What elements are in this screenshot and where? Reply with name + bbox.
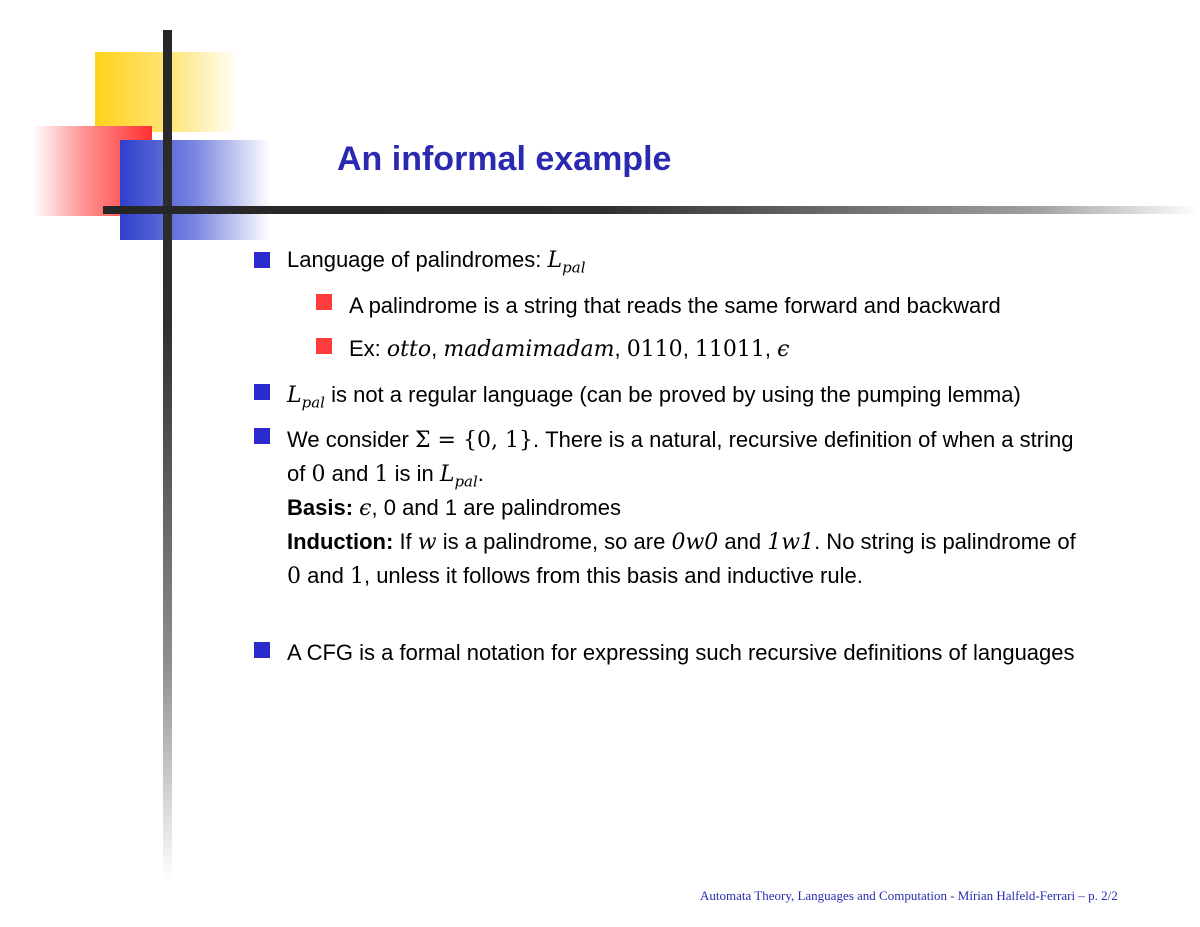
sub-bullet-square-icon [316,294,332,310]
bullet-recursive-line1: We consider Σ = {0, 1}. There is a natural, recursive definition of when a string [287,427,1074,453]
slide-title: An informal example [337,140,672,178]
bullet-square-icon [254,428,270,444]
sub-bullet-examples: Ex: otto, madamimadam, 0110, 11011, ϵ [349,336,790,362]
bullet-square-icon [254,252,270,268]
bullet-cfg: A CFG is a formal notation for expressing such recursive definitions of languages [287,640,1075,665]
bullet-palindromes: Language of palindromes: $L_{pal}$ [287,247,586,277]
decor-vertical-rule [163,30,172,880]
decor-horizontal-rule [103,206,1200,214]
footer: Automata Theory, Languages and Computation - Mírian Halfeld-Ferrari – p. 2/2 [700,888,1118,903]
bullet-recursive-line2: of 0 and 1 is in $L_{pal}$. [287,461,484,491]
induction-line: Induction: If w is a palindrome, so are 0w0 and 1w1. No string is palindrome of [287,529,1076,555]
bullet-not-regular: $L_{pal}$ is not a regular language (can be proved by using the pumping lemma) [287,382,1021,412]
decor-blue-square [120,140,270,240]
bullet-square-icon [254,384,270,400]
bullet-square-icon [254,642,270,658]
sub-bullet-square-icon [316,338,332,354]
sub-bullet-definition: A palindrome is a string that reads the same forward and backward [349,293,1001,318]
basis-line: Basis: ϵ, 0 and 1 are palindromes [287,495,621,521]
bullet-recursive-line5: 0 and 1, unless it follows from this basis and inductive rule. [287,563,863,589]
